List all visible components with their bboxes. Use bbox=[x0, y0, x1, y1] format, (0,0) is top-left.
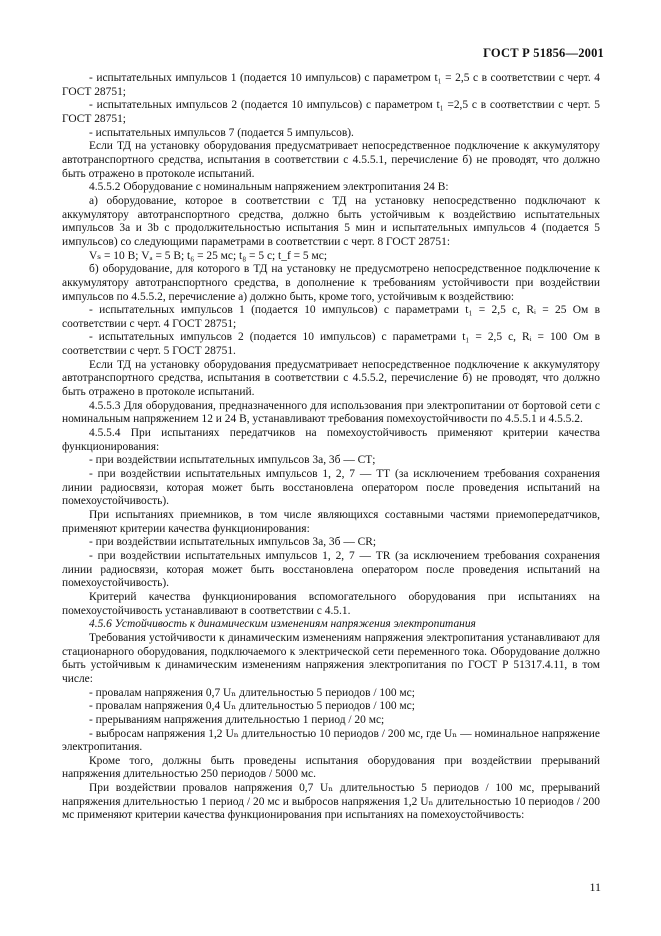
paragraph: - испытательных импульсов 2 (подается 10 импульсов) с параметрами t₁ = 2,5 с, Rᵢ = 100 Ом в соответствии с черт. 5 ГОСТ 28751. bbox=[62, 331, 600, 358]
paragraph: - испытательных импульсов 1 (подается 10 импульсов) с параметром t₁ = 2,5 с в соответствии с черт. 4 ГОСТ 28751; bbox=[62, 72, 600, 98]
page-number: 11 bbox=[589, 880, 601, 894]
section-4-5-5-3: 4.5.5.3 Для оборудования, предназначенного для использования при электропитании от бортовой сети с номинальным напряжением 12 и 24 В, устанавливают требования помехоустойчивости по 4.5.5.1 и 4.5.5.2. bbox=[62, 399, 600, 426]
paragraph: Если ТД на установку оборудования предусматривает непосредственное подключение к аккумулятору автотранспортного средства, испытания в соответствии с 4.5.5.2, перечисление б) не проводят, что должно быть отражено в протоколе испытаний. bbox=[62, 358, 600, 399]
section-heading-4-5-5-2: 4.5.5.2 Оборудование с номинальным напряжением электропитания 24 В: bbox=[89, 181, 449, 194]
paragraph: При испытаниях приемников, в том числе являющихся составными частями приемопередатчиков, применяют критерии качества функционирования: bbox=[62, 509, 600, 535]
paragraph: - при воздействии испытательных импульсов 1, 2, 7 — TR (за исключением требования сохранения линии радиосвязи, которая может быть восстановлена оператором после проведения испытаний на помехоустойчивость). bbox=[62, 549, 600, 590]
paragraph: а) оборудование, которое в соответствии с ТД на установку непосредственно подключают к аккумулятору автотранспортного средства, должно быть устойчивым к воздействию испытательных импульсов 3а и 3b с продолжительностью испытания 5 мин и испытательных импульсов 4 (подается 5 импульсов) со следующими параметрами в соответствии с черт. 8 ГОСТ 28751: bbox=[62, 194, 600, 248]
paragraph: - выбросам напряжения 1,2 Uₙ длительностью 10 периодов / 200 мс, где Uₙ — номинальное напряжение электропитания. bbox=[62, 727, 600, 754]
standard-header: ГОСТ Р 51856—2001 bbox=[483, 46, 604, 60]
paragraph: Если ТД на установку оборудования предусматривает непосредственное подключение к аккумулятору автотранспортного средства, испытания в соответствии с 4.5.5.1, перечисление б) не проводят, что должно быть отражено в протоколе испытаний. bbox=[62, 140, 600, 180]
section-heading-4-5-6 bbox=[62, 618, 600, 632]
paragraph: - при воздействии испытательных импульсов 1, 2, 7 — ТТ (за исключением требования сохранения линии радиосвязи, которая может быть восстановлена оператором после проведения испытаний на помехоустойчивость). bbox=[62, 468, 600, 508]
paragraph: Требования устойчивости к динамическим изменениям напряжения электропитания устанавливают для стационарного оборудования, подключаемого к электрической сети переменного тока. Оборудование должно быть устойчивым к динамическим изменениям напряжения электропитания по ГОСТ Р 51317.4.11, в том числе: bbox=[62, 631, 600, 685]
paragraph: Критерий качества функционирования вспомогательного оборудования при испытаниях на помехоустойчивость устанавливают в соответствии с 4.5.1. bbox=[62, 590, 600, 617]
paragraph: - при воздействии испытательных импульсов 3а, 3б — CR; bbox=[89, 536, 377, 549]
section-heading-text: 4.5.6 Устойчивость к динамическим изменениям напряжения электропитания bbox=[89, 618, 476, 631]
formula-line: Vₛ = 10 В; Vₐ = 5 В; t₆ = 25 мс; t₈ = 5 с; t_f = 5 мс; bbox=[89, 249, 327, 262]
paragraph: - провалам напряжения 0,7 Uₙ длительностью 5 периодов / 100 мс; bbox=[89, 686, 415, 699]
paragraph: - испытательных импульсов 2 (подается 10 импульсов) с параметром t₁ =2,5 с в соответствии с черт. 5 ГОСТ 28751; bbox=[62, 99, 600, 125]
paragraph: - испытательных импульсов 7 (подается 5 импульсов). bbox=[89, 126, 354, 139]
paragraph: - при воздействии испытательных импульсов 3а, 3б — СТ; bbox=[89, 454, 376, 467]
paragraph: При воздействии провалов напряжения 0,7 Uₙ длительностью 5 периодов / 100 мс, прерываний напряжения длительностью 1 период / 20 мс и выбросов напряжения 1,2 Uₙ длительностью 10 периодов / 200 мс применяют критерии качества функционирования при испытаниях на помехоустойчивость: bbox=[62, 782, 600, 822]
paragraph: б) оборудование, для которого в ТД на установку не предусмотрено непосредственное подключение к аккумулятору автотранспортного средства, в дополнение к требованиям устойчивости при воздействии импульсов по 4.5.5.2, перечисление а) должно быть, кроме того, устойчивым к воздействию: bbox=[62, 263, 600, 303]
paragraph: Кроме того, должны быть проведены испытания оборудования при воздействии прерываний напряжения длительностью 250 периодов / 5000 мс. bbox=[62, 754, 600, 781]
paragraph: - провалам напряжения 0,4 Uₙ длительностью 5 периодов / 100 мс; bbox=[89, 700, 415, 713]
paragraph: - прерываниям напряжения длительностью 1 период / 20 мс; bbox=[89, 713, 385, 726]
paragraph: - испытательных импульсов 1 (подается 10 импульсов) с параметрами t₁ = 2,5 с, Rᵢ = 25 Ом в соответствии с черт. 4 ГОСТ 28751; bbox=[62, 304, 600, 330]
document-body bbox=[62, 72, 600, 823]
section-4-5-5-4: 4.5.5.4 При испытаниях передатчиков на помехоустойчивость применяют критерии качества функционирования: bbox=[62, 427, 600, 453]
